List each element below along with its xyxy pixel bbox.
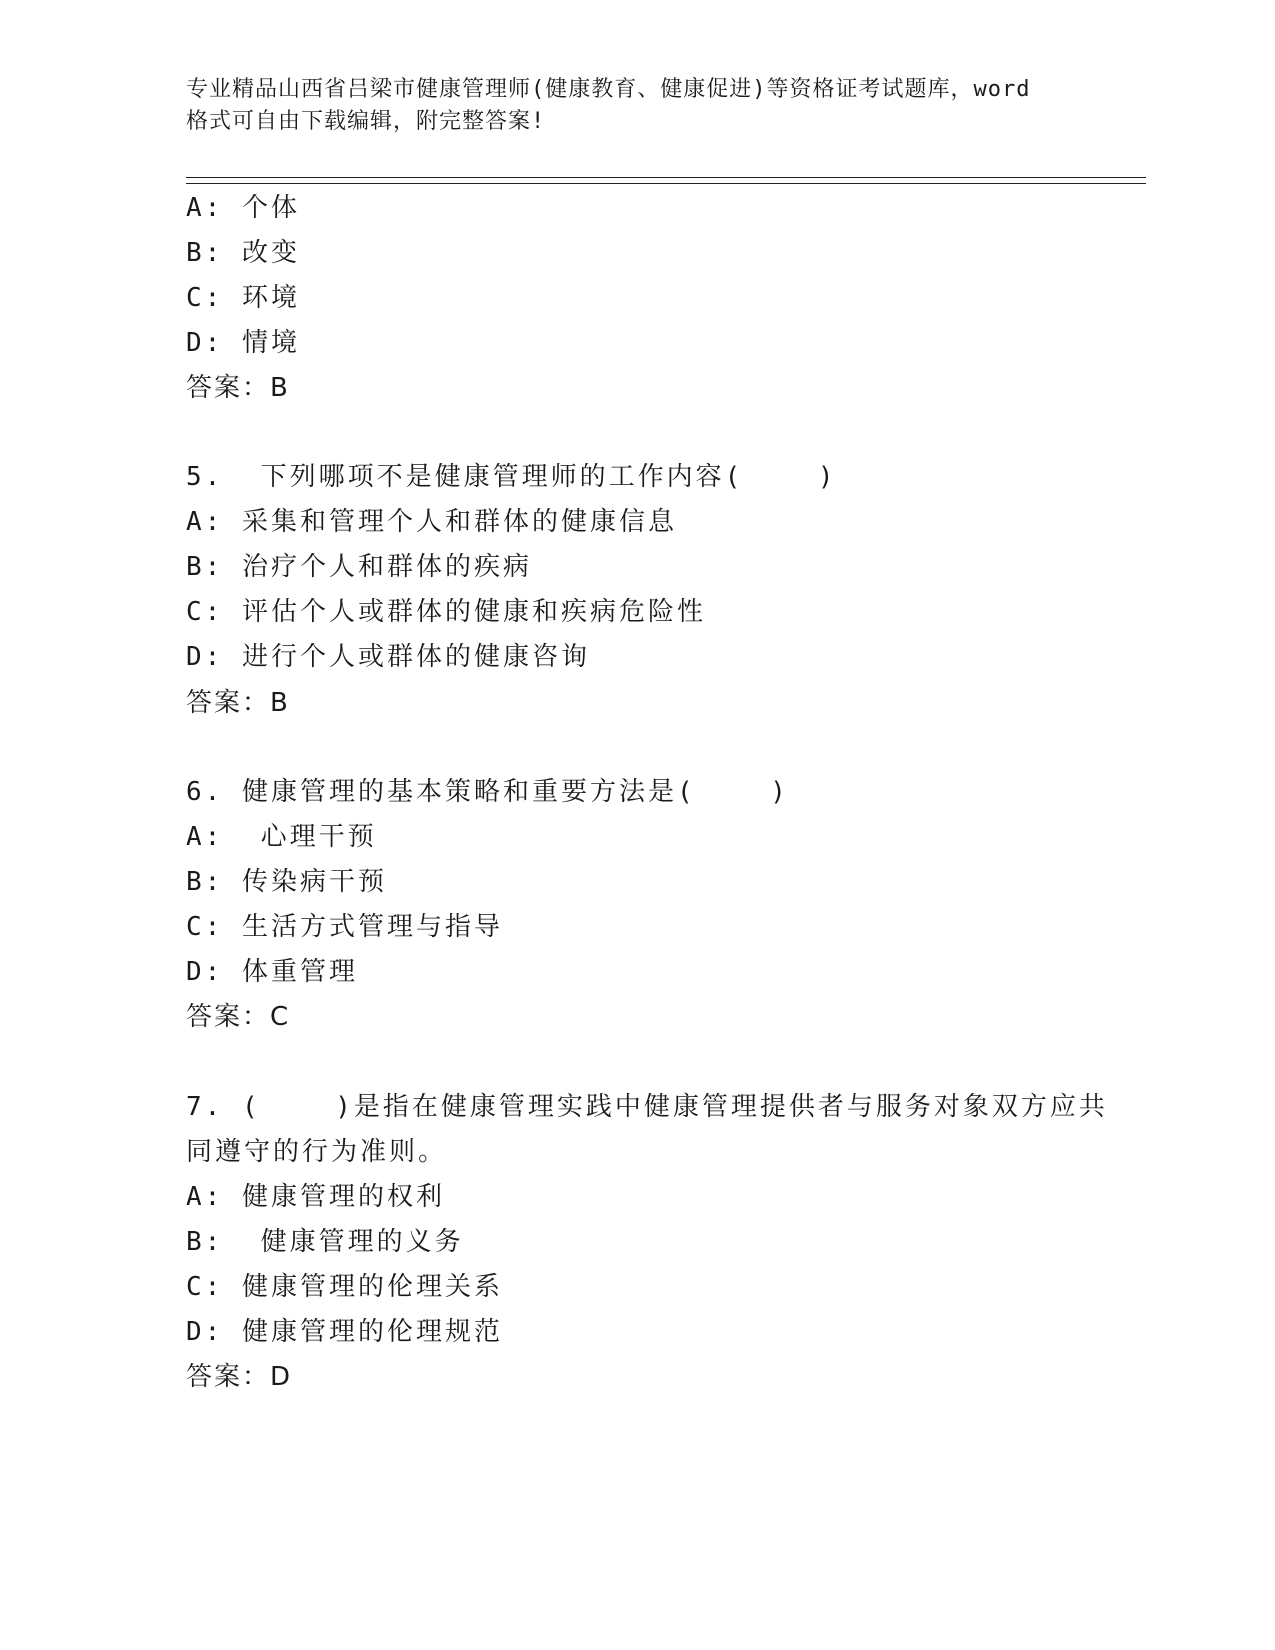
q6-answer: 答案：C	[186, 1002, 291, 1032]
q5-option-a: A: 采集和管理个人和群体的健康信息	[186, 507, 677, 537]
q4-option-a: A: 个体	[186, 193, 300, 223]
q7-answer: 答案：D	[186, 1362, 293, 1392]
q4-option-b: B: 改变	[186, 238, 300, 268]
q7-stem-line-1: 7. ( )是指在健康管理实践中健康管理提供者与服务对象双方应共	[186, 1092, 1108, 1122]
header-rule-top	[186, 177, 1146, 178]
q4-answer: 答案：B	[186, 373, 290, 403]
q5-stem: 5. 下列哪项不是健康管理师的工作内容( )	[186, 462, 837, 492]
header-line-1: 专业精品山西省吕梁市健康管理师(健康教育、健康促进)等资格证考试题库，word	[186, 77, 1031, 102]
q4-option-d: D: 情境	[186, 328, 300, 358]
q5-option-b: B: 治疗个人和群体的疾病	[186, 552, 532, 582]
q7-stem-line-2: 同遵守的行为准则。	[186, 1137, 448, 1167]
q6-option-d: D: 体重管理	[186, 957, 358, 987]
header-rule-bottom	[186, 183, 1146, 184]
header-line-2: 格式可自由下载编辑，附完整答案!	[186, 109, 546, 134]
q5-answer: 答案：B	[186, 688, 290, 718]
q7-option-d: D: 健康管理的伦理规范	[186, 1317, 503, 1347]
q6-stem: 6. 健康管理的基本策略和重要方法是( )	[186, 777, 789, 807]
q5-option-d: D: 进行个人或群体的健康咨询	[186, 642, 590, 672]
q6-option-a: A: 心理干预	[186, 822, 377, 852]
q7-option-a: A: 健康管理的权利	[186, 1182, 445, 1212]
q5-option-c: C: 评估个人或群体的健康和疾病危险性	[186, 597, 706, 627]
q4-option-c: C: 环境	[186, 283, 300, 313]
q7-option-c: C: 健康管理的伦理关系	[186, 1272, 503, 1302]
q6-option-c: C: 生活方式管理与指导	[186, 912, 503, 942]
q7-option-b: B: 健康管理的义务	[186, 1227, 464, 1257]
document-header	[186, 74, 1086, 138]
q6-option-b: B: 传染病干预	[186, 867, 387, 897]
